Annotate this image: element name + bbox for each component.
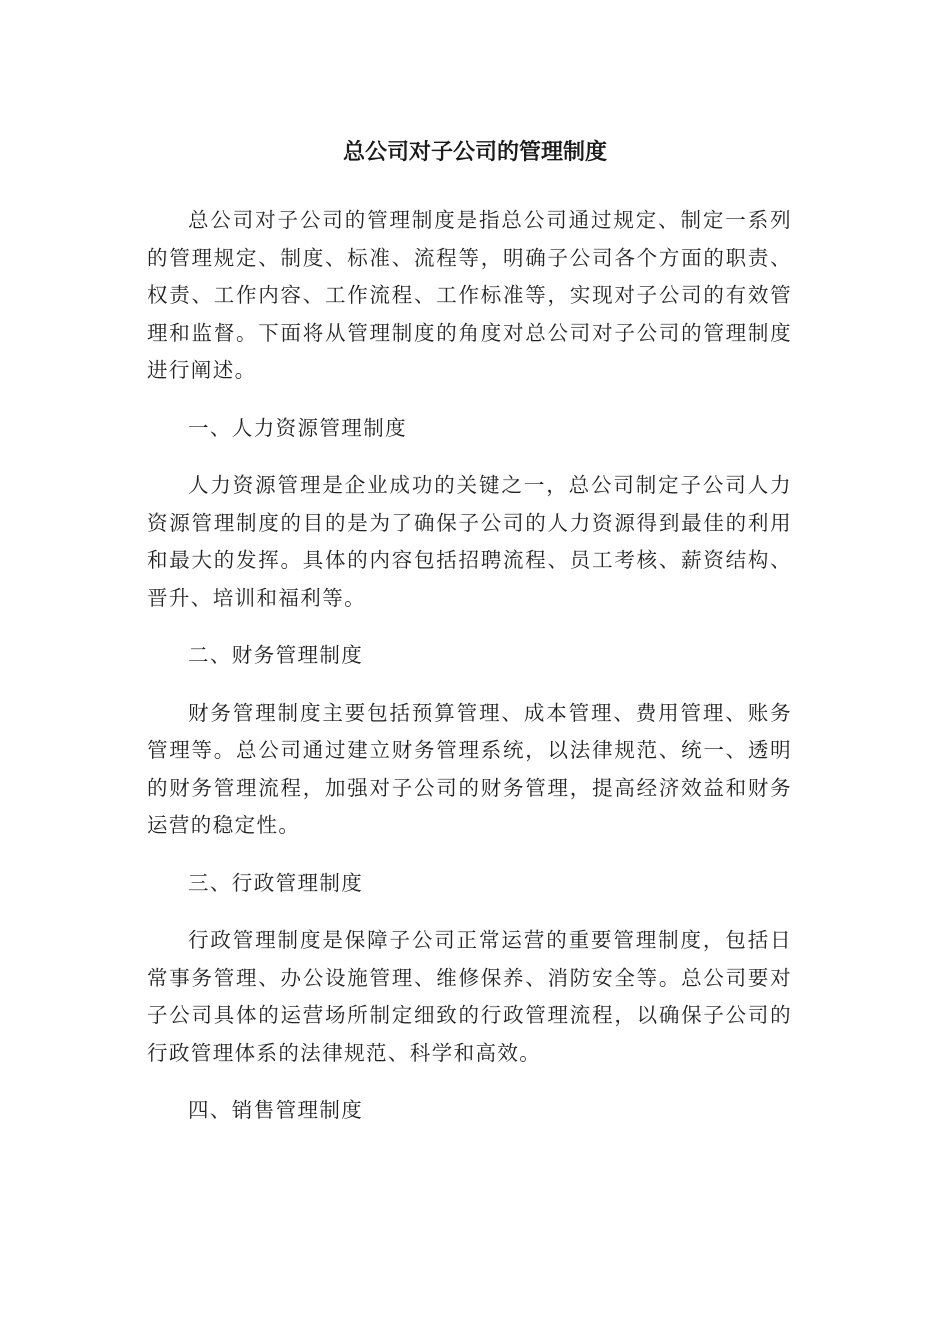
section-heading-admin: 三、行政管理制度 <box>188 870 364 895</box>
document-title: 总公司对子公司的管理制度 <box>342 140 607 165</box>
document-body <box>147 202 792 1150</box>
section-heading-sales: 四、销售管理制度 <box>188 1098 364 1122</box>
section-body-admin: 行政管理制度是保障子公司正常运营的重要管理制度，包括日常事务管理、办公设施管理、维修保养、消防安全等。总公司要对子公司具体的运营场所制定细致的行政管理流程，以确保子公司的行政管理体系的法律规范、科学和高效。 <box>147 928 792 1065</box>
section-body-finance: 财务管理制度主要包括预算管理、成本管理、费用管理、账务管理等。总公司通过建立财务管理系统，以法律规范、统一、透明的财务管理流程，加强对子公司的财务管理，提高经济效益和财务运营的稳定性。 <box>147 700 792 837</box>
section-body-hr: 人力资源管理是企业成功的关键之一，总公司制定子公司人力资源管理制度的目的是为了确保子公司的人力资源得到最佳的利用和最大的发挥。具体的内容包括招聘流程、员工考核、薪资结构、晋升、培训和福利等。 <box>147 473 792 610</box>
section-heading-finance: 二、财务管理制度 <box>188 643 364 667</box>
section-heading-hr: 一、人力资源管理制度 <box>188 415 407 440</box>
intro-paragraph: 总公司对子公司的管理制度是指总公司通过规定、制定一系列的管理规定、制度、标准、流程等，明确子公司各个方面的职责、权责、工作内容、工作流程、工作标准等，实现对子公司的有效管理和监督。下面将从管理制度的角度对总公司对子公司的管理制度进行阐述。 <box>147 208 792 382</box>
